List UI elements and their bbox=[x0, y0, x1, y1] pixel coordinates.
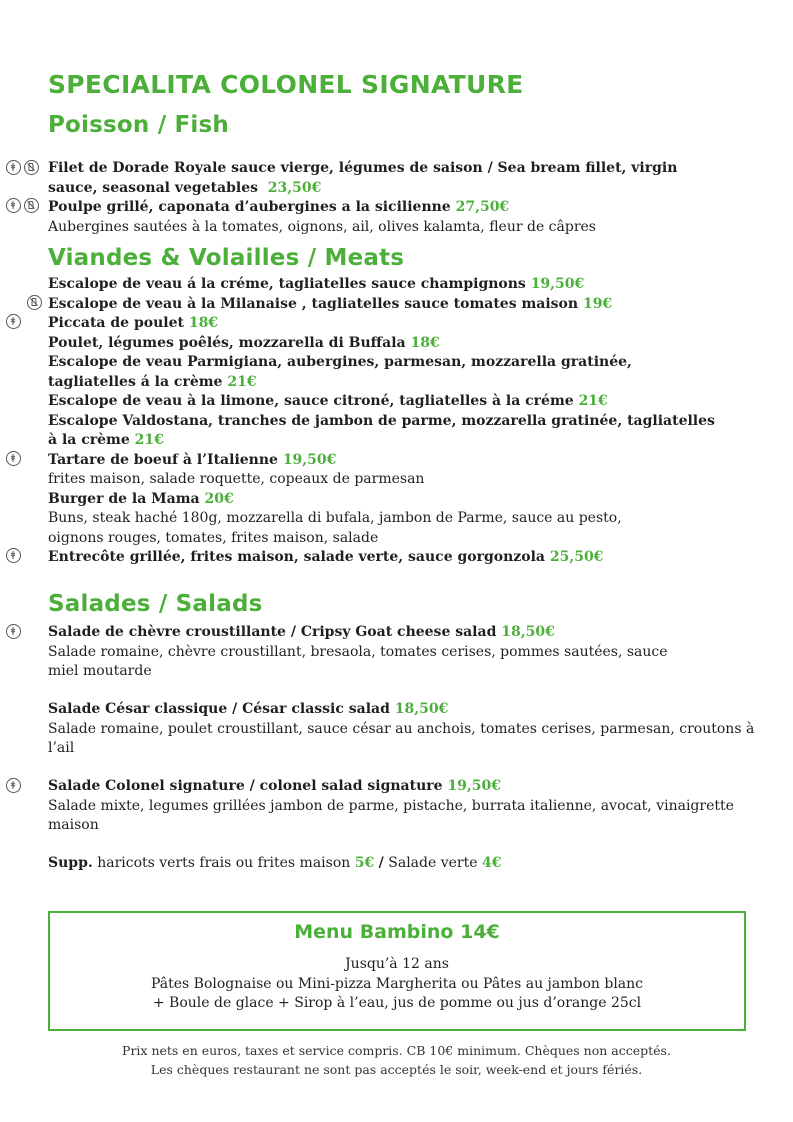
item-description: miel moutarde bbox=[48, 663, 152, 679]
item-price: 19,50€ bbox=[530, 276, 585, 292]
item-name: Burger de la Mama bbox=[48, 490, 200, 507]
item-name: Tartare de boeuf à l’Italienne bbox=[48, 451, 278, 468]
supp-text: haricots verts frais ou frites maison bbox=[97, 855, 351, 871]
item-price: 19€ bbox=[582, 295, 613, 312]
menu-item-parmigiana bbox=[48, 353, 753, 373]
gluten-free-icon bbox=[6, 314, 21, 329]
item-description: Salade mixte, legumes grillées jambon de parme, pistache, burrata italienne, avocat, vinaigrette bbox=[48, 797, 734, 814]
gluten-free-icon bbox=[6, 451, 21, 466]
item-price: 21€ bbox=[578, 393, 608, 409]
item-name: à la crème bbox=[48, 432, 130, 448]
menu-item-valdostana bbox=[48, 412, 753, 432]
item-name: Escalope Valdostana, tranches de jambon de parme, mozzarella gratinée, tagliatelles bbox=[48, 412, 715, 429]
bambino-age: Jusqu’à 12 ans bbox=[345, 956, 449, 972]
item-description: Salade romaine, chèvre croustillant, bresaola, tomates cerises, pommes sautées, sauce bbox=[48, 643, 668, 660]
menu-item-limone bbox=[48, 392, 753, 412]
item-name: Piccata de poulet bbox=[48, 315, 184, 331]
item-price: 18,50€ bbox=[501, 624, 555, 640]
item-name: Poulpe grillé, caponata d’aubergines a la sicilienne bbox=[48, 199, 451, 215]
menu-item-valdostana-cont bbox=[48, 431, 753, 451]
bambino-line: + Boule de glace + Sirop à l’eau, jus de pomme ou jus d’orange 25cl bbox=[152, 995, 642, 1011]
item-name: Escalope de veau Parmigiana, aubergines, parmesan, mozzarella gratinée, bbox=[48, 354, 632, 370]
menu-item-burger bbox=[48, 490, 753, 510]
item-description: Buns, steak haché 180g, mozzarella di bufala, jambon de Parme, sauce au pesto, bbox=[48, 510, 622, 526]
item-name: Entrecôte grillée, frites maison, salade verte, sauce gorgonzola bbox=[48, 549, 545, 565]
item-price: 18,50€ bbox=[394, 701, 449, 717]
item-description: oignons rouges, tomates, frites maison, salade bbox=[48, 529, 379, 546]
item-name: Filet de Dorade Royale sauce vierge, légumes de saison / Sea bream fillet, virgin bbox=[48, 160, 678, 176]
lactose-free-icon bbox=[24, 198, 39, 213]
item-name: Salade César classique / César classic salad bbox=[48, 701, 390, 717]
allergen-icons bbox=[6, 778, 21, 793]
gluten-free-icon bbox=[6, 198, 21, 213]
gluten-free-icon bbox=[6, 160, 21, 175]
item-name: Escalope de veau à la limone, sauce citroné, tagliatelles à la créme bbox=[48, 393, 574, 409]
item-name: Salade de chèvre croustillante / Cripsy Goat cheese salad bbox=[48, 624, 497, 640]
item-description: l’ail bbox=[48, 740, 75, 756]
footer-note: Les chèques restaurant ne sont pas acceptés le soir, week-end et jours fériés. bbox=[150, 1062, 643, 1077]
gluten-free-icon bbox=[6, 624, 21, 639]
menu-item-parmigiana-cont bbox=[48, 373, 753, 393]
section-title-fish: Poisson / Fish bbox=[48, 112, 229, 138]
item-description: Aubergines sautées à la tomates, oignons, ail, olives kalamta, fleur de câpres bbox=[48, 218, 596, 235]
supp-separator: / bbox=[378, 855, 384, 871]
section-title-salads: Salades / Salads bbox=[48, 591, 263, 617]
item-price: 27,50€ bbox=[455, 199, 510, 215]
item-price: 20€ bbox=[204, 490, 234, 507]
gluten-free-icon bbox=[6, 778, 21, 793]
item-name: Escalope de veau á la créme, tagliatelles sauce champignons bbox=[48, 276, 526, 292]
menu-item-poulet bbox=[48, 334, 753, 354]
item-price: 23,50€ bbox=[267, 179, 322, 196]
menu-item-dorade bbox=[48, 159, 753, 179]
menu-item-tartare bbox=[48, 451, 753, 471]
item-price: 21€ bbox=[227, 373, 257, 390]
supp-price: 5€ bbox=[354, 855, 375, 871]
bambino-title: Menu Bambino 14€ bbox=[294, 921, 500, 943]
gluten-free-icon bbox=[6, 548, 21, 563]
item-price: 18€ bbox=[188, 315, 219, 331]
supp-price: 4€ bbox=[481, 855, 502, 871]
item-name: Escalope de veau à la Milanaise , tagliatelles sauce tomates maison bbox=[48, 295, 579, 312]
supplements-line bbox=[48, 854, 753, 874]
menu-item-salade-colonel bbox=[48, 777, 753, 797]
menu-item-piccata bbox=[48, 314, 753, 334]
section-title-meats: Viandes & Volailles / Meats bbox=[48, 245, 405, 271]
menu-item-dorade-cont bbox=[48, 179, 753, 199]
menu-item-escalope-milanaise bbox=[48, 295, 753, 315]
allergen-icons bbox=[6, 548, 21, 563]
menu-item-salade-chevre bbox=[48, 623, 753, 643]
allergen-icons bbox=[27, 295, 42, 310]
bambino-line: Pâtes Bolognaise ou Mini-pizza Margherita ou Pâtes au jambon blanc bbox=[150, 975, 644, 992]
item-price: 19,50€ bbox=[282, 451, 337, 468]
item-price: 21€ bbox=[134, 432, 164, 448]
allergen-icons bbox=[6, 198, 39, 213]
menu-item-entrecote bbox=[48, 548, 753, 568]
item-price: 18€ bbox=[410, 334, 440, 351]
item-name: Poulet, légumes poêlés, mozzarella di Buffala bbox=[48, 334, 406, 351]
allergen-icons bbox=[6, 451, 21, 466]
item-description: maison bbox=[48, 817, 99, 833]
item-description: frites maison, salade roquette, copeaux de parmesan bbox=[48, 471, 425, 487]
allergen-icons bbox=[6, 624, 21, 639]
allergen-icons bbox=[6, 314, 21, 329]
supp-text: Salade verte bbox=[388, 855, 478, 871]
supp-label: Supp. bbox=[48, 855, 93, 871]
menu-item-escalope-creme bbox=[48, 275, 753, 295]
item-price: 19,50€ bbox=[447, 778, 502, 794]
menu-item-poulpe bbox=[48, 198, 753, 218]
item-price: 25,50€ bbox=[549, 549, 604, 565]
allergen-icons bbox=[6, 160, 39, 175]
item-description: Salade romaine, poulet croustillant, sauce césar au anchois, tomates cerises, parmesan, croutons à bbox=[48, 720, 755, 737]
menu-item-salade-cesar bbox=[48, 700, 753, 720]
item-name: tagliatelles á la crème bbox=[48, 373, 223, 390]
lactose-free-icon bbox=[24, 160, 39, 175]
lactose-free-icon bbox=[27, 295, 42, 310]
menu-bambino-box bbox=[48, 911, 746, 1031]
item-name: Salade Colonel signature / colonel salad signature bbox=[48, 778, 443, 794]
item-name: sauce, seasonal vegetables bbox=[48, 179, 259, 196]
footer-note: Prix nets en euros, taxes et service compris. CB 10€ minimum. Chèques non acceptés. bbox=[122, 1043, 671, 1058]
page-title: SPECIALITA COLONEL SIGNATURE bbox=[48, 70, 524, 99]
